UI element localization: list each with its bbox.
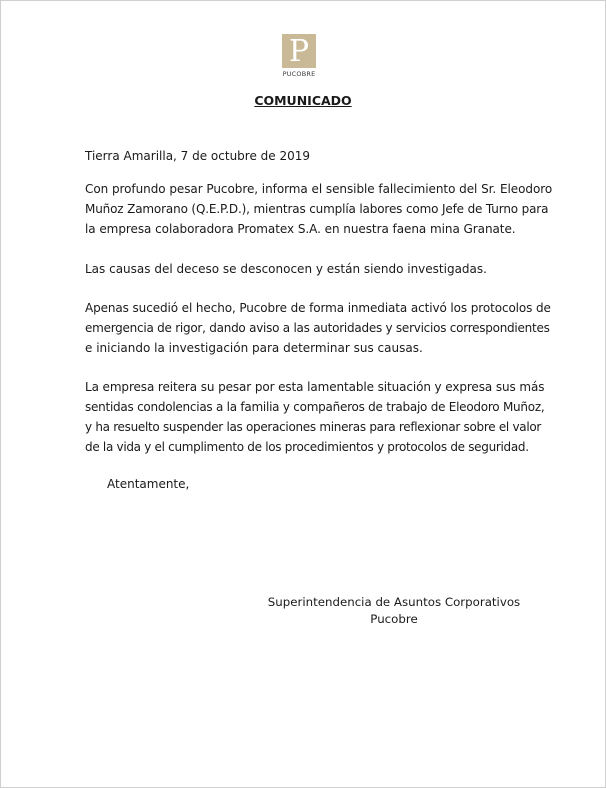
paragraph-1-line: la empresa colaboradora Promatex S.A. en nuestra faena mina Granate. bbox=[85, 222, 516, 236]
document-title: COMUNICADO bbox=[254, 93, 352, 108]
logo-name: PUCOBRE bbox=[282, 70, 316, 78]
paragraph-4-line: de la vida y el cumplimento de los procedimientos y protocolos de seguridad. bbox=[85, 440, 529, 454]
paragraph-4-line: La empresa reitera su pesar por esta lamentable situación y expresa sus más bbox=[85, 380, 545, 394]
signature-company: Pucobre bbox=[370, 612, 418, 626]
paragraph-3-line: e iniciando la investigación para determinar sus causas. bbox=[85, 341, 423, 355]
paragraph-1-line: Muñoz Zamorano (Q.E.P.D.), mientras cumplía labores como Jefe de Turno para bbox=[85, 202, 549, 216]
logo-mark bbox=[282, 34, 316, 68]
logo-letter: P bbox=[288, 34, 310, 69]
company-logo bbox=[282, 34, 316, 78]
paragraph-1-line: Con profundo pesar Pucobre, informa el sensible fallecimiento del Sr. Eleodoro bbox=[85, 182, 553, 196]
paragraph-4-line: sentidas condolencias a la familia y compañeros de trabajo de Eleodoro Muñoz, bbox=[85, 400, 545, 414]
paragraph-3-line: emergencia de rigor, dando aviso a las autoridades y servicios correspondientes bbox=[85, 321, 550, 335]
signature-department: Superintendencia de Asuntos Corporativos bbox=[267, 595, 521, 609]
paragraph-2-line: Las causas del deceso se desconocen y están siendo investigadas. bbox=[85, 262, 487, 276]
closing: Atentamente, bbox=[107, 477, 190, 491]
paragraph-4-line: y ha resuelto suspender las operaciones mineras para reflexionar sobre el valor bbox=[85, 420, 542, 434]
date-line: Tierra Amarilla, 7 de octubre de 2019 bbox=[85, 149, 311, 163]
paragraph-3-line: Apenas sucedió el hecho, Pucobre de forma inmediata activó los protocolos de bbox=[85, 301, 551, 315]
